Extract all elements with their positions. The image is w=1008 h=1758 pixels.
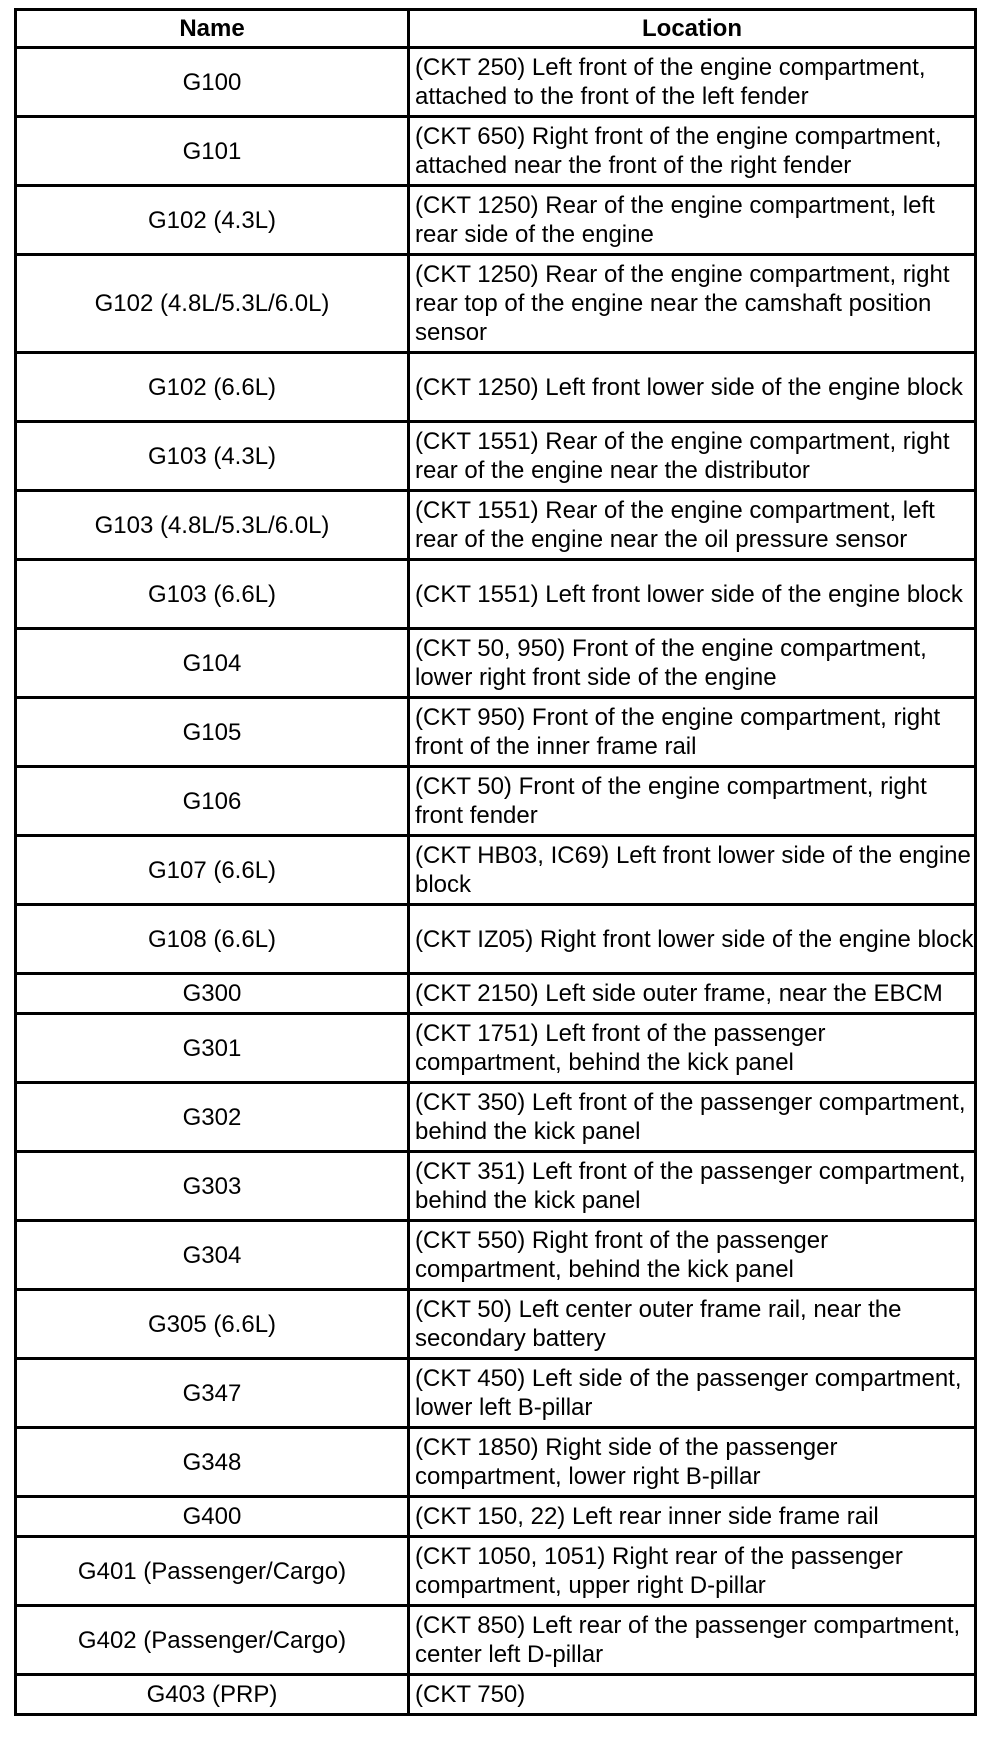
ground-name-cell: G303 [16, 1152, 409, 1221]
table-row [16, 560, 976, 629]
table-row [16, 905, 976, 974]
ground-name-cell: G103 (4.3L) [16, 422, 409, 491]
ground-location-cell: (CKT IZ05) Right front lower side of the engine block [409, 905, 976, 974]
table-row [16, 1290, 976, 1359]
ground-name-cell: G102 (6.6L) [16, 353, 409, 422]
table-row [16, 836, 976, 905]
table-row [16, 422, 976, 491]
ground-location-cell: (CKT 1250) Rear of the engine compartment, right rear top of the engine near the camshaft position sensor [409, 255, 976, 353]
table-row [16, 353, 976, 422]
table-body [16, 48, 976, 1715]
ground-location-cell: (CKT 1250) Rear of the engine compartment, left rear side of the engine [409, 186, 976, 255]
table-row [16, 629, 976, 698]
ground-location-cell: (CKT 750) [409, 1675, 976, 1715]
ground-location-cell: (CKT 150, 22) Left rear inner side frame rail [409, 1497, 976, 1537]
ground-location-cell: (CKT HB03, IC69) Left front lower side of the engine block [409, 836, 976, 905]
table-row [16, 1606, 976, 1675]
ground-location-cell: (CKT 351) Left front of the passenger compartment, behind the kick panel [409, 1152, 976, 1221]
table-row [16, 1083, 976, 1152]
location-column-header: Location [409, 10, 976, 48]
table-row [16, 1675, 976, 1715]
ground-name-cell: G103 (4.8L/5.3L/6.0L) [16, 491, 409, 560]
ground-name-cell: G401 (Passenger/Cargo) [16, 1537, 409, 1606]
ground-name-cell: G104 [16, 629, 409, 698]
table-row [16, 767, 976, 836]
table-row [16, 117, 976, 186]
ground-name-cell: G106 [16, 767, 409, 836]
ground-name-cell: G305 (6.6L) [16, 1290, 409, 1359]
ground-name-cell: G402 (Passenger/Cargo) [16, 1606, 409, 1675]
ground-name-cell: G400 [16, 1497, 409, 1537]
ground-location-cell: (CKT 1551) Left front lower side of the engine block [409, 560, 976, 629]
ground-location-cell: (CKT 1551) Rear of the engine compartment, right rear of the engine near the distributor [409, 422, 976, 491]
ground-name-cell: G347 [16, 1359, 409, 1428]
ground-location-cell: (CKT 1551) Rear of the engine compartment, left rear of the engine near the oil pressure sensor [409, 491, 976, 560]
table-row [16, 1152, 976, 1221]
name-column-header: Name [16, 10, 409, 48]
ground-location-cell: (CKT 250) Left front of the engine compartment, attached to the front of the left fender [409, 48, 976, 117]
table-row [16, 1221, 976, 1290]
ground-name-cell: G301 [16, 1014, 409, 1083]
ground-name-cell: G300 [16, 974, 409, 1014]
ground-name-cell: G105 [16, 698, 409, 767]
table-row [16, 1428, 976, 1497]
ground-location-cell: (CKT 950) Front of the engine compartment, right front of the inner frame rail [409, 698, 976, 767]
ground-name-cell: G101 [16, 117, 409, 186]
ground-location-cell: (CKT 1250) Left front lower side of the engine block [409, 353, 976, 422]
ground-location-cell: (CKT 50, 950) Front of the engine compartment, lower right front side of the engine [409, 629, 976, 698]
table-row [16, 1497, 976, 1537]
ground-location-cell: (CKT 350) Left front of the passenger compartment, behind the kick panel [409, 1083, 976, 1152]
ground-location-cell: (CKT 1050, 1051) Right rear of the passenger compartment, upper right D-pillar [409, 1537, 976, 1606]
table-row [16, 186, 976, 255]
ground-name-cell: G107 (6.6L) [16, 836, 409, 905]
ground-location-cell: (CKT 1850) Right side of the passenger compartment, lower right B-pillar [409, 1428, 976, 1497]
ground-name-cell: G302 [16, 1083, 409, 1152]
ground-locations-table [14, 8, 977, 1716]
table-row [16, 491, 976, 560]
ground-location-cell: (CKT 2150) Left side outer frame, near the EBCM [409, 974, 976, 1014]
ground-name-cell: G102 (4.3L) [16, 186, 409, 255]
table-row [16, 698, 976, 767]
ground-location-cell: (CKT 850) Left rear of the passenger compartment, center left D-pillar [409, 1606, 976, 1675]
ground-name-cell: G100 [16, 48, 409, 117]
table-row [16, 974, 976, 1014]
table-row [16, 1537, 976, 1606]
ground-location-cell: (CKT 550) Right front of the passenger compartment, behind the kick panel [409, 1221, 976, 1290]
ground-name-cell: G108 (6.6L) [16, 905, 409, 974]
ground-name-cell: G348 [16, 1428, 409, 1497]
table-row [16, 255, 976, 353]
ground-location-cell: (CKT 50) Front of the engine compartment, right front fender [409, 767, 976, 836]
ground-location-cell: (CKT 50) Left center outer frame rail, near the secondary battery [409, 1290, 976, 1359]
ground-location-cell: (CKT 1751) Left front of the passenger compartment, behind the kick panel [409, 1014, 976, 1083]
header-row [16, 10, 976, 48]
ground-name-cell: G304 [16, 1221, 409, 1290]
table-header [16, 10, 976, 48]
ground-name-cell: G403 (PRP) [16, 1675, 409, 1715]
ground-locations-sheet [14, 8, 974, 1716]
ground-location-cell: (CKT 650) Right front of the engine compartment, attached near the front of the right fender [409, 117, 976, 186]
ground-location-cell: (CKT 450) Left side of the passenger compartment, lower left B-pillar [409, 1359, 976, 1428]
ground-name-cell: G102 (4.8L/5.3L/6.0L) [16, 255, 409, 353]
table-row [16, 48, 976, 117]
table-row [16, 1359, 976, 1428]
table-row [16, 1014, 976, 1083]
ground-name-cell: G103 (6.6L) [16, 560, 409, 629]
